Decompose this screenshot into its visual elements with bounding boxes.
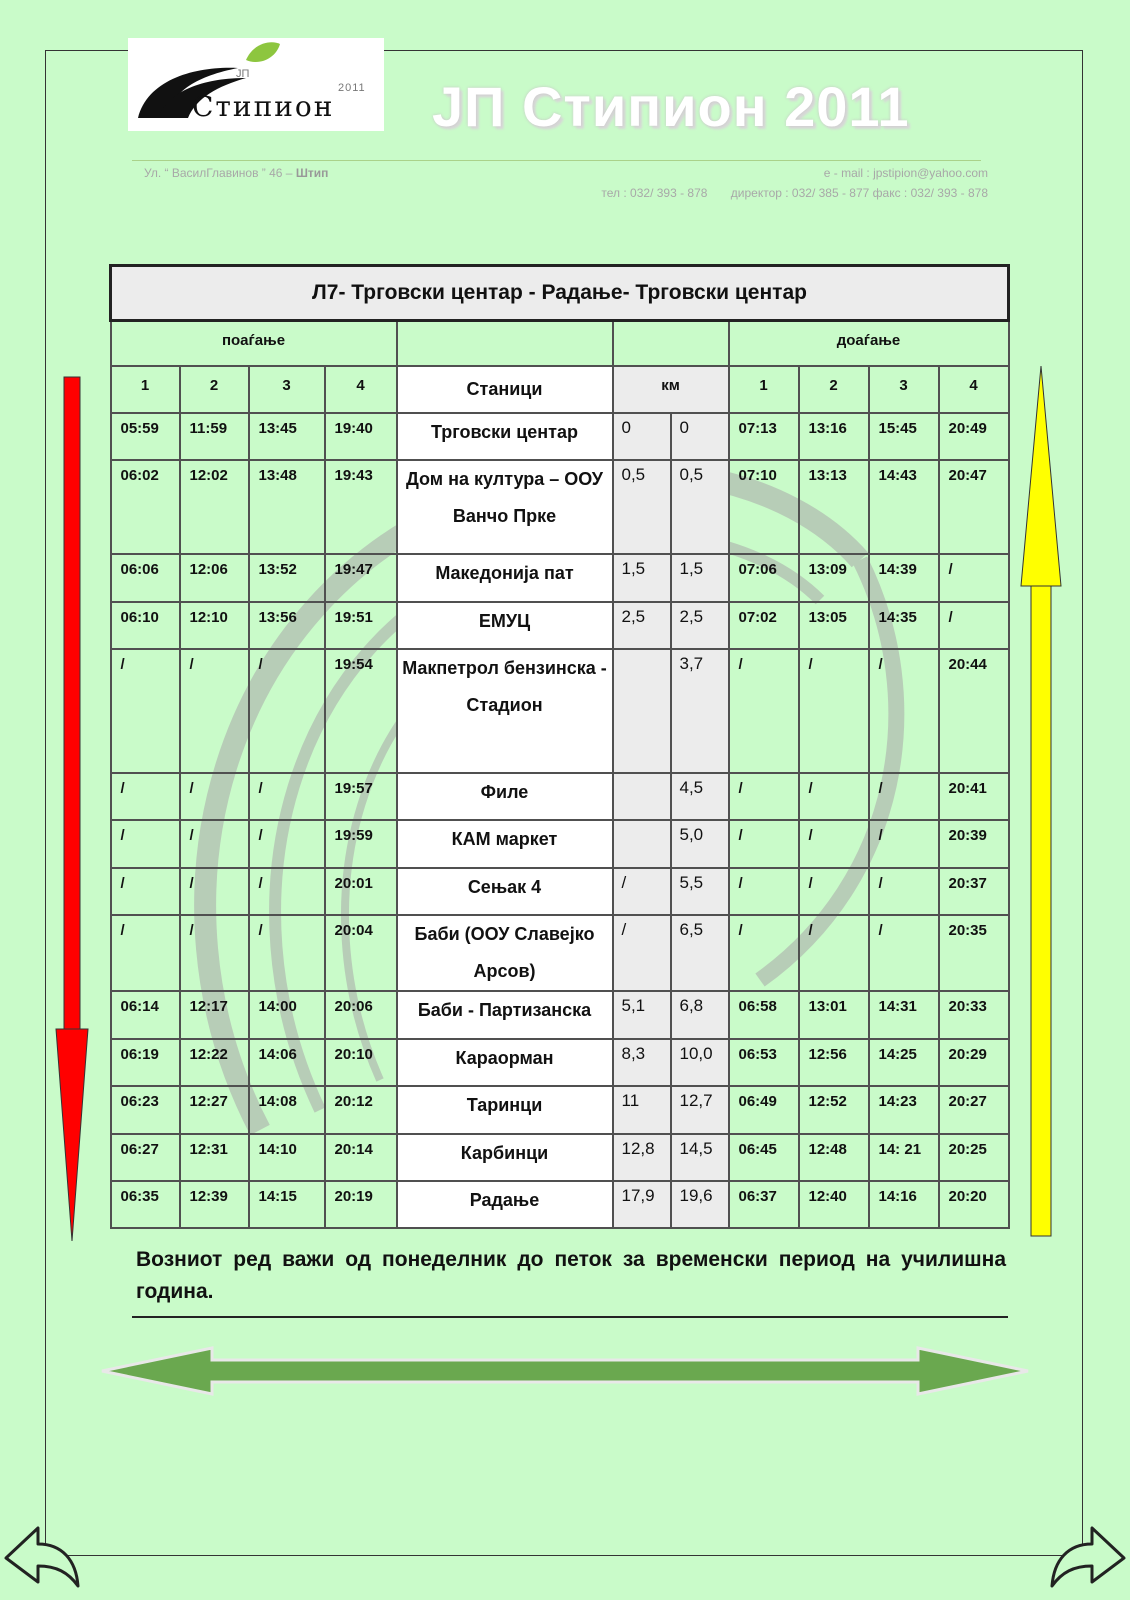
km-value: 11: [613, 1086, 671, 1134]
arrival-time: 20:25: [939, 1134, 1009, 1181]
departure-time: 06:19: [111, 1039, 180, 1086]
departure-time: 12:10: [180, 602, 249, 649]
departure-time: 19:40: [325, 413, 397, 460]
arrival-time: /: [799, 868, 869, 915]
arrival-time: 12:40: [799, 1181, 869, 1228]
station-name: ЕМУЦ: [397, 602, 613, 649]
departure-time: /: [180, 915, 249, 991]
departure-time: 13:45: [249, 413, 325, 460]
departure-time: 14:15: [249, 1181, 325, 1228]
arrival-time: /: [799, 820, 869, 868]
arrival-time: /: [869, 868, 939, 915]
arrival-time: 12:52: [799, 1086, 869, 1134]
station-name: Баби - Партизанска: [397, 991, 613, 1039]
station-name: Таринци: [397, 1086, 613, 1134]
table-row: [111, 1134, 1009, 1181]
arrival-col-header: 4: [939, 366, 1009, 413]
km-value: 8,3: [613, 1039, 671, 1086]
arrival-time: /: [729, 868, 799, 915]
km-value: 0: [671, 413, 729, 460]
departure-time: /: [111, 773, 180, 820]
km-header: км: [613, 366, 729, 413]
departure-time: 06:27: [111, 1134, 180, 1181]
arrival-time: /: [799, 773, 869, 820]
arrival-time: /: [869, 820, 939, 868]
station-name: Баби (ООУ Славејко Арсов): [397, 915, 613, 991]
departure-time: /: [249, 820, 325, 868]
arrival-time: 14:25: [869, 1039, 939, 1086]
address: [144, 166, 328, 180]
header-divider: [132, 160, 981, 161]
departure-time: 13:52: [249, 554, 325, 602]
arrival-time: 14:43: [869, 460, 939, 554]
arrival-time: 06:58: [729, 991, 799, 1039]
table-row: [111, 1039, 1009, 1086]
departure-time: 19:54: [325, 649, 397, 773]
arrival-time: 20:41: [939, 773, 1009, 820]
departure-time: 20:12: [325, 1086, 397, 1134]
table-row: [111, 773, 1009, 820]
arrival-time: 06:53: [729, 1039, 799, 1086]
departure-time: 20:04: [325, 915, 397, 991]
station-name: Трговски центар: [397, 413, 613, 460]
km-value: 10,0: [671, 1039, 729, 1086]
table-row: [111, 991, 1009, 1039]
back-arrow-icon[interactable]: [2, 1522, 82, 1590]
departure-time: 20:06: [325, 991, 397, 1039]
km-value: /: [613, 915, 671, 991]
station-name: Караорман: [397, 1039, 613, 1086]
table-row: [111, 868, 1009, 915]
arrival-time: 13:13: [799, 460, 869, 554]
validity-note: Возниот ред важи од понеделник до петок за временски период на училишна година.: [136, 1248, 1006, 1303]
km-value: 2,5: [671, 602, 729, 649]
km-value: [613, 773, 671, 820]
km-value: 14,5: [671, 1134, 729, 1181]
arrival-time: /: [729, 820, 799, 868]
arrival-time: 07:13: [729, 413, 799, 460]
departure-time: 12:39: [180, 1181, 249, 1228]
station-name: Македонија пат: [397, 554, 613, 602]
km-value: [613, 649, 671, 773]
arrival-time: /: [939, 554, 1009, 602]
arrival-time: 20:27: [939, 1086, 1009, 1134]
arrival-time: /: [869, 915, 939, 991]
departure-time: /: [180, 868, 249, 915]
departure-time: 12:06: [180, 554, 249, 602]
km-value: 6,5: [671, 915, 729, 991]
km-value: 5,5: [671, 868, 729, 915]
departure-time: 12:17: [180, 991, 249, 1039]
arrival-time: 20:35: [939, 915, 1009, 991]
departure-time: 11:59: [180, 413, 249, 460]
departure-col-header: 4: [325, 366, 397, 413]
address-city: Штип: [295, 166, 329, 180]
departure-time: 12:22: [180, 1039, 249, 1086]
departure-time: 12:02: [180, 460, 249, 554]
station-name: Филе: [397, 773, 613, 820]
km-value: [613, 820, 671, 868]
departure-time: 13:48: [249, 460, 325, 554]
departure-time: 12:27: [180, 1086, 249, 1134]
table-row: [111, 1181, 1009, 1228]
arrival-time: /: [939, 602, 1009, 649]
arrival-time: /: [799, 649, 869, 773]
departure-time: 19:47: [325, 554, 397, 602]
phone-numbers: тел : 032/ 393 - 878 директор : 032/ 385 - 877 факс : 032/ 393 - 878: [601, 186, 988, 200]
arrival-time: 20:44: [939, 649, 1009, 773]
departure-col-header: 1: [111, 366, 180, 413]
banner-title: ЈП Стипион 2011: [432, 75, 910, 138]
table-row: [111, 649, 1009, 773]
departure-time: 06:10: [111, 602, 180, 649]
arrival-time: 20:39: [939, 820, 1009, 868]
km-value: 6,8: [671, 991, 729, 1039]
departure-time: 19:43: [325, 460, 397, 554]
table-row: [111, 460, 1009, 554]
arrival-time: 07:10: [729, 460, 799, 554]
km-value: 5,0: [671, 820, 729, 868]
km-value: 17,9: [613, 1181, 671, 1228]
departure-time: /: [180, 649, 249, 773]
departure-time: 14:00: [249, 991, 325, 1039]
departure-time: 20:19: [325, 1181, 397, 1228]
arrival-time: 15:45: [869, 413, 939, 460]
arrival-time: 06:49: [729, 1086, 799, 1134]
timetable: [109, 264, 1007, 1229]
down-arrow-icon: [52, 375, 92, 1245]
departure-time: 20:14: [325, 1134, 397, 1181]
arrival-time: 13:09: [799, 554, 869, 602]
company-logo: [128, 38, 384, 131]
km-value: 3,7: [671, 649, 729, 773]
km-value: 0,5: [613, 460, 671, 554]
arrival-time: 13:05: [799, 602, 869, 649]
departure-time: /: [249, 773, 325, 820]
arrival-time: 12:48: [799, 1134, 869, 1181]
station-name: Радање: [397, 1181, 613, 1228]
departure-time: 12:31: [180, 1134, 249, 1181]
arrival-time: 20:33: [939, 991, 1009, 1039]
table-row: [111, 1086, 1009, 1134]
arrival-time: /: [729, 773, 799, 820]
departure-col-header: 2: [180, 366, 249, 413]
arrival-time: 20:29: [939, 1039, 1009, 1086]
km-value: 1,5: [671, 554, 729, 602]
arrival-time: 14:31: [869, 991, 939, 1039]
departure-time: 05:59: [111, 413, 180, 460]
arrival-time: 13:16: [799, 413, 869, 460]
departure-time: /: [180, 773, 249, 820]
departure-time: 06:35: [111, 1181, 180, 1228]
km-value: 12,8: [613, 1134, 671, 1181]
logo-prefix: ЈП: [236, 68, 250, 80]
departure-time: /: [111, 868, 180, 915]
note-underline: [132, 1316, 1008, 1318]
departure-time: 20:10: [325, 1039, 397, 1086]
address-street: Ул. “ ВасилГлавинов ” 46 –: [144, 166, 293, 180]
table-row: [111, 915, 1009, 991]
departure-time: /: [111, 915, 180, 991]
table-row: [111, 413, 1009, 460]
table-row: [111, 602, 1009, 649]
station-name: Дом на култура – ООУ Ванчо Прке: [397, 460, 613, 554]
arrival-time: 06:45: [729, 1134, 799, 1181]
departure-time: 13:56: [249, 602, 325, 649]
departure-time: 14:10: [249, 1134, 325, 1181]
stations-header: Станици: [397, 366, 613, 413]
departure-time: 14:08: [249, 1086, 325, 1134]
km-value: 2,5: [613, 602, 671, 649]
arrival-time: /: [729, 915, 799, 991]
arrival-time: 13:01: [799, 991, 869, 1039]
departure-time: 19:57: [325, 773, 397, 820]
arrival-col-header: 3: [869, 366, 939, 413]
arrival-time: 14:39: [869, 554, 939, 602]
arrival-time: /: [869, 773, 939, 820]
km-value: 0,5: [671, 460, 729, 554]
departure-time: 19:51: [325, 602, 397, 649]
departure-time: /: [249, 868, 325, 915]
km-value: 5,1: [613, 991, 671, 1039]
departure-time: 06:14: [111, 991, 180, 1039]
arrival-header: доаѓање: [729, 321, 1009, 366]
departure-col-header: 3: [249, 366, 325, 413]
departure-time: 06:02: [111, 460, 180, 554]
departure-time: 19:59: [325, 820, 397, 868]
arrival-time: 20:49: [939, 413, 1009, 460]
departure-time: 06:23: [111, 1086, 180, 1134]
station-name: Сењак 4: [397, 868, 613, 915]
arrival-col-header: 2: [799, 366, 869, 413]
km-value: 19,6: [671, 1181, 729, 1228]
arrival-time: 14:23: [869, 1086, 939, 1134]
arrival-time: 14:35: [869, 602, 939, 649]
arrival-time: 07:06: [729, 554, 799, 602]
departure-time: 06:06: [111, 554, 180, 602]
logo-year: 2011: [338, 82, 366, 94]
table-row: [111, 820, 1009, 868]
departure-time: /: [249, 915, 325, 991]
departure-time: /: [111, 820, 180, 868]
departure-time: /: [180, 820, 249, 868]
km-value: 12,7: [671, 1086, 729, 1134]
arrival-time: 14: 21: [869, 1134, 939, 1181]
arrival-time: /: [729, 649, 799, 773]
arrival-time: 12:56: [799, 1039, 869, 1086]
km-value: 0: [613, 413, 671, 460]
departure-time: 20:01: [325, 868, 397, 915]
logo-name: Стипион: [192, 90, 335, 123]
timetable-title: Л7- Трговски центар - Радање- Трговски центар: [111, 266, 1009, 321]
departure-time: /: [111, 649, 180, 773]
station-name: КАМ маркет: [397, 820, 613, 868]
arrival-time: /: [869, 649, 939, 773]
departure-time: 14:06: [249, 1039, 325, 1086]
departure-header: поаѓање: [111, 321, 397, 366]
arrival-col-header: 1: [729, 366, 799, 413]
arrival-time: 20:20: [939, 1181, 1009, 1228]
empty-header-cell: [397, 321, 613, 366]
up-arrow-icon: [1018, 362, 1064, 1242]
arrival-time: 20:37: [939, 868, 1009, 915]
arrival-time: /: [799, 915, 869, 991]
left-right-arrow-icon: [98, 1344, 1034, 1398]
table-row: [111, 554, 1009, 602]
email: e - mail : jpstipion@yahoo.com: [823, 166, 988, 180]
arrival-time: 07:02: [729, 602, 799, 649]
forward-arrow-icon[interactable]: [1048, 1522, 1128, 1590]
departure-time: /: [249, 649, 325, 773]
arrival-time: 14:16: [869, 1181, 939, 1228]
arrival-time: 20:47: [939, 460, 1009, 554]
arrival-time: 06:37: [729, 1181, 799, 1228]
station-name: Карбинци: [397, 1134, 613, 1181]
km-value: 4,5: [671, 773, 729, 820]
km-value: 1,5: [613, 554, 671, 602]
empty-header-cell: [613, 321, 729, 366]
station-name: Макпетрол бензинска - Стадион: [397, 649, 613, 773]
km-value: /: [613, 868, 671, 915]
